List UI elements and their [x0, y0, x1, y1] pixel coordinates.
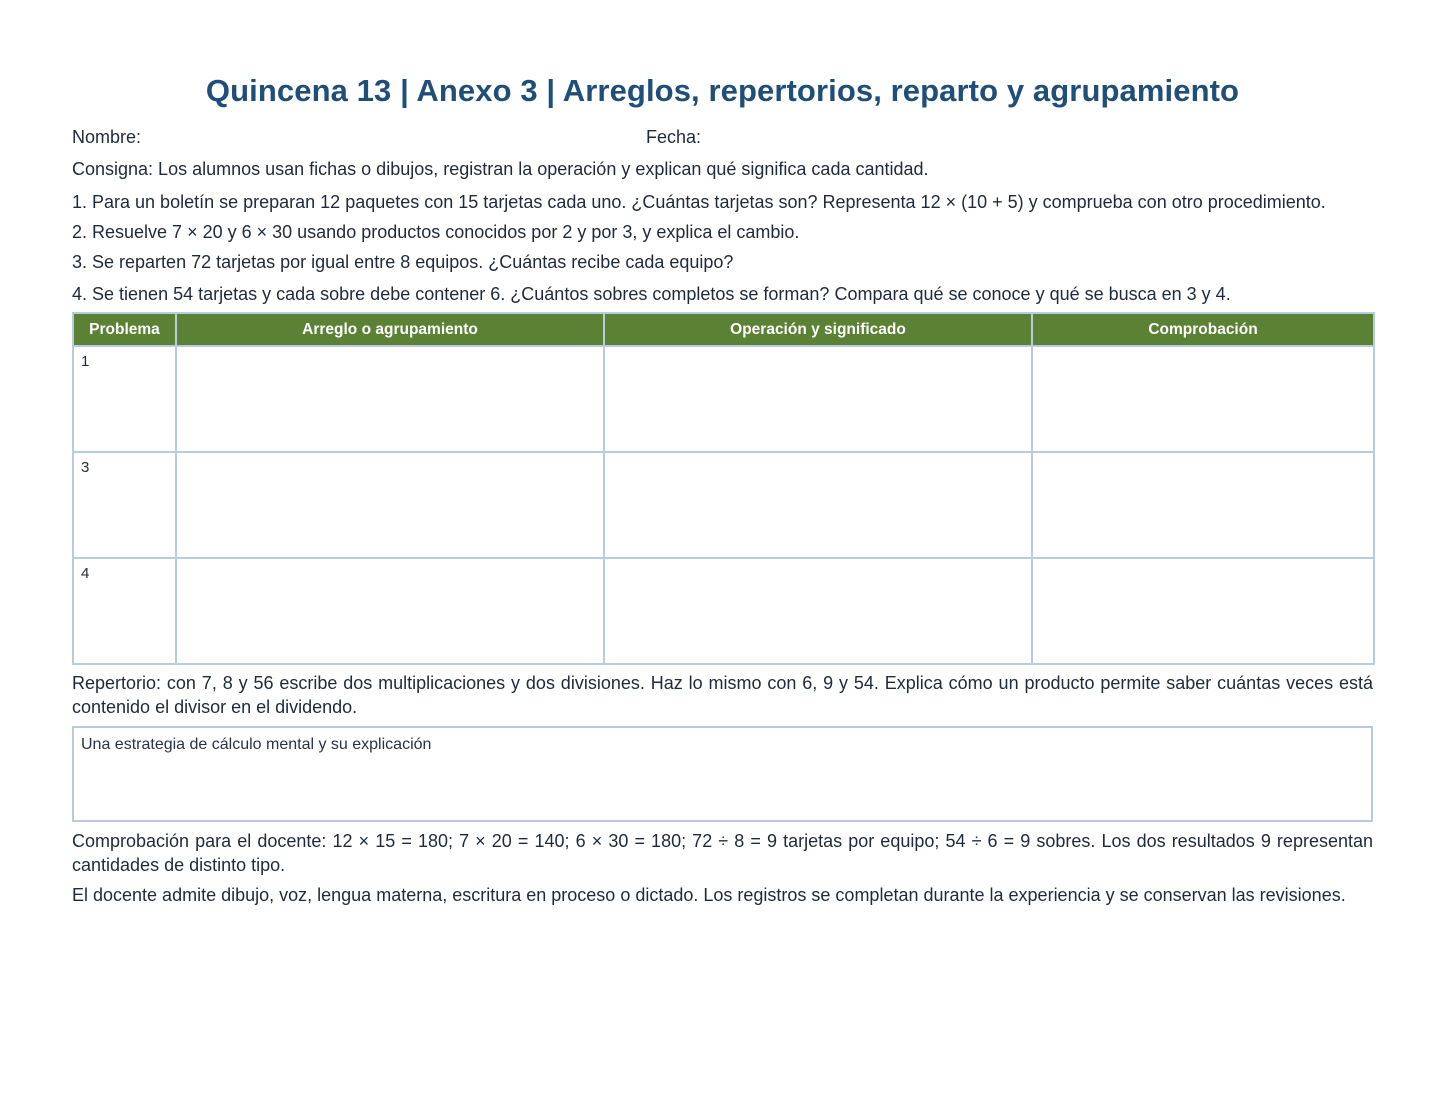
cell-problema-number: 4 [73, 558, 176, 664]
repertorio-text: Repertorio: con 7, 8 y 56 escribe dos multiplicaciones y dos divisiones. Haz lo mismo con 6, 9 y 54. Explica cómo un producto permite saber cuántas veces está contenido el divisor en el dividendo. [72, 673, 1373, 717]
table-row [73, 452, 1374, 558]
teacher-check-text: Comprobación para el docente: 12 × 15 = 180; 7 × 20 = 140; 6 × 30 = 180; 72 ÷ 8 = 9 tarjetas por equipo; 54 ÷ 6 = 9 sobres. Los dos resultados 9 representan cantidades de distinto tipo. [72, 831, 1373, 875]
header-operacion: Operación y significado [604, 313, 1032, 346]
cell-operacion-answer[interactable] [604, 452, 1032, 558]
problem-2: 2. Resuelve 7 × 20 y 6 × 30 usando productos conocidos por 2 y por 3, y explica el cambio. [72, 222, 800, 242]
student-info-row [72, 125, 1373, 149]
cell-arreglo-answer[interactable] [176, 346, 604, 452]
worksheet-page [72, 70, 1373, 907]
cell-problema-number: 3 [73, 452, 176, 558]
cell-operacion-answer[interactable] [604, 346, 1032, 452]
cell-comprobacion-answer[interactable] [1032, 558, 1374, 664]
problem-4: 4. Se tienen 54 tarjetas y cada sobre debe contener 6. ¿Cuántos sobres completos se forman? Compara qué se conoce y qué se busca en 3 y 4. [72, 284, 1231, 304]
header-arreglo: Arreglo o agrupamiento [176, 313, 604, 346]
cell-comprobacion-answer[interactable] [1032, 346, 1374, 452]
fecha-label: Fecha: [646, 127, 702, 147]
teacher-note-text: El docente admite dibujo, voz, lengua materna, escritura en proceso o dictado. Los registros se completan durante la experiencia y se conservan las revisiones. [72, 885, 1346, 905]
table-row [73, 346, 1374, 452]
consigna-text: Consigna: Los alumnos usan fichas o dibujos, registran la operación y explican qué significa cada cantidad. [72, 159, 929, 179]
cell-problema-number: 1 [73, 346, 176, 452]
problem-1: 1. Para un boletín se preparan 12 paquetes con 15 tarjetas cada uno. ¿Cuántas tarjetas son? Representa 12 × (10 + 5) y comprueba con otro procedimiento. [72, 192, 1326, 212]
nombre-label: Nombre: [72, 127, 142, 147]
header-problema: Problema [73, 313, 176, 346]
table-row [73, 558, 1374, 664]
strategy-box-label: Una estrategia de cálculo mental y su explicación [81, 736, 432, 753]
page-title: Quincena 13 | Anexo 3 | Arreglos, repertorios, reparto y agrupamiento [205, 73, 1240, 108]
cell-comprobacion-answer[interactable] [1032, 452, 1374, 558]
strategy-answer-box[interactable] [72, 726, 1373, 822]
header-comprobacion: Comprobación [1032, 313, 1374, 346]
cell-arreglo-answer[interactable] [176, 558, 604, 664]
work-table [72, 312, 1375, 665]
problem-3: 3. Se reparten 72 tarjetas por igual entre 8 equipos. ¿Cuántas recibe cada equipo? [72, 252, 734, 272]
cell-operacion-answer[interactable] [604, 558, 1032, 664]
cell-arreglo-answer[interactable] [176, 452, 604, 558]
table-header-row [73, 313, 1374, 346]
